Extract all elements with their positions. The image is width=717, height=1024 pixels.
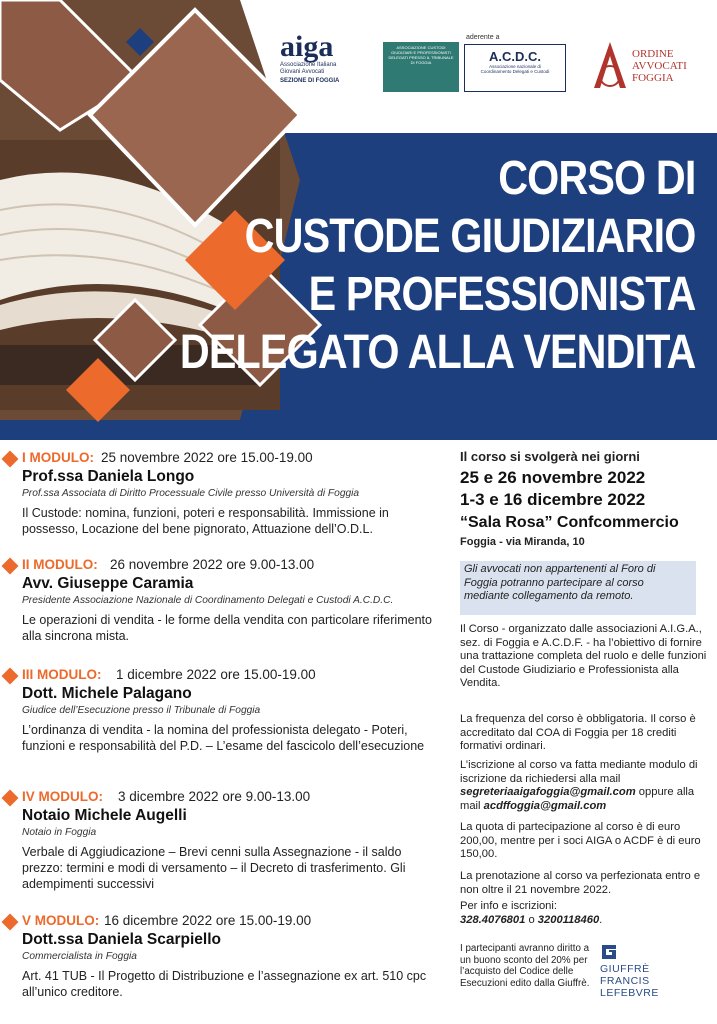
module-description: Le operazioni di vendita - le forme della vendita con particolare riferimento alla sincrona mista. <box>22 613 432 643</box>
schedule-dates-december: 1-3 e 16 dicembre 2022 <box>460 490 646 509</box>
module-label: IV MODULO: <box>22 789 103 804</box>
contact-paragraph: Per info e iscrizioni: 328.4076801 o 3200118460. <box>460 900 603 926</box>
module-label: II MODULO: <box>22 557 98 572</box>
module-speaker: Avv. Giuseppe Caramia <box>22 575 194 592</box>
remote-notice: Gli avvocati non appartenenti al Foro di Foggia potranno partecipare al corso mediante collegamento da remoto. <box>460 561 696 615</box>
module-description: L’ordinanza di vendita - la nomina del professionista delegato - Poteri, funzioni e responsabilità del P.D. – L’esame del fascicolo dell’esecuzione <box>22 723 425 753</box>
module-role: Commercialista in Foggia <box>22 951 137 962</box>
module-date: 1 dicembre 2022 ore 15.00-19.00 <box>116 667 316 682</box>
module-role: Presidente Associazione Nazionale di Coordinamento Delegati e Custodi A.C.D.C. <box>22 595 394 606</box>
orange-diamond-icon <box>2 451 19 468</box>
module-date: 26 novembre 2022 ore 9.00-13.00 <box>110 557 315 572</box>
module-role: Giudice dell’Esecuzione presso il Tribunale di Foggia <box>22 705 261 716</box>
module-label: III MODULO: <box>22 667 102 682</box>
module-date: 16 dicembre 2022 ore 15.00-19.00 <box>104 913 312 928</box>
course-title <box>179 150 695 382</box>
custodi-association-logo: ASSOCIAZIONE CUSTODI GIUDIZIARI E PROFESSIONISTI DELEGATI PRESSO IL TRIBUNALE DI FOGGIA <box>383 42 459 92</box>
module-speaker: Prof.ssa Daniela Longo <box>22 468 195 485</box>
poster-header <box>0 0 717 440</box>
module-date: 25 novembre 2022 ore 15.00-19.00 <box>101 450 313 465</box>
module-speaker: Notaio Michele Augelli <box>22 807 187 824</box>
title-line-4: DELEGATO ALLA VENDITA <box>179 326 695 379</box>
module-speaker: Dott.ssa Daniela Scarpiello <box>22 931 221 948</box>
frequency-paragraph: La frequenza del corso è obbligatoria. Il corso è accreditato dal COA di Foggia per 18 crediti formativi ordinari. <box>460 713 696 752</box>
module-description: Verbale di Aggiudicazione – Brevi cenni sulla Assegnazione - il saldo prezzo: termini e modi di versamento – il Decreto di trasferimento. Gli adempimenti successivi <box>22 845 406 891</box>
module-label: I MODULO: <box>22 450 94 465</box>
orange-diamond-icon <box>2 790 19 807</box>
discount-notice: I partecipanti avranno diritto a un buono sconto del 20% per l’acquisto del Codice delle Esecuzioni edito dalla Giuffrè. <box>460 943 590 989</box>
fee-paragraph: La quota di partecipazione al corso è di euro 200,00, mentre per i soci AIGA o ACDF è di euro 150,00. <box>460 821 701 860</box>
module-description: Il Custode: nomina, funzioni, poteri e responsabilità. Immissione in possesso, Locazione del bene pignorato, Attuazione dell’O.D.L. <box>22 506 389 536</box>
email-link-acdf[interactable]: acdffoggia@gmail.com <box>483 799 607 812</box>
booking-paragraph: La prenotazione al corso va perfezionata entro e non oltre il 21 novembre 2022. <box>460 870 701 896</box>
orange-diamond-icon <box>2 668 19 685</box>
title-line-3: E PROFESSIONISTA <box>308 268 695 321</box>
aderente-label: aderente a <box>466 34 500 41</box>
registration-paragraph: L’iscrizione al corso va fatta mediante modulo di iscrizione da richiedersi alla mail segreteriaaigafoggia@gmail.com oppure alla mail acdffoggia@gmail.com <box>460 759 698 812</box>
venue-address: Foggia - via Miranda, 10 <box>460 536 585 548</box>
orange-diamond-icon <box>2 914 19 931</box>
schedule-intro: Il corso si svolgerà nei giorni <box>460 449 640 464</box>
title-line-2: CUSTODE GIUDIZIARIO <box>244 210 695 263</box>
orange-diamond-icon <box>2 558 19 575</box>
module-date: 3 dicembre 2022 ore 9.00-13.00 <box>118 789 311 804</box>
module-role: Notaio in Foggia <box>22 827 97 838</box>
schedule-dates-november: 25 e 26 novembre 2022 <box>460 468 646 487</box>
giuffre-emblem-icon <box>600 943 618 961</box>
email-link-segreteria[interactable]: segreteriaaigafoggia@gmail.com <box>460 786 636 798</box>
organization-paragraph: Il Corso - organizzato dalle associazioni A.I.G.A., sez. di Foggia e A.C.D.F. - ha l’obiettivo di fornire una trattazione completa del ruolo e delle funzioni del Custode Giudiziario e Professionista alla Vendita. <box>460 623 707 689</box>
title-line-1: CORSO DI <box>497 152 695 205</box>
ordine-avvocati-logo: ORDINE AVVOCATI FOGGIA <box>590 40 706 90</box>
module-role: Prof.ssa Associata di Diritto Processuale Civile presso Università di Foggia <box>22 488 360 499</box>
acdc-logo: A.C.D.C. Associazione nazionale di Coordinamento Delegati e Custodi <box>464 44 566 92</box>
venue-name: “Sala Rosa” Confcommercio <box>460 514 679 531</box>
phone-1[interactable]: 328.4076801 <box>460 913 526 926</box>
ordine-emblem-icon <box>590 40 630 90</box>
module-description: Art. 41 TUB - Il Progetto di Distribuzione e l’assegnazione ex art. 510 cpc all’unico creditore. <box>22 969 427 999</box>
phone-2[interactable]: 3200118460 <box>537 913 600 926</box>
giuffre-logo: GIUFFRÈ FRANCIS LEFEBVRE <box>600 943 680 1003</box>
module-label: V MODULO: <box>22 913 100 928</box>
aiga-logo: aiga Associazione Italiana Giovani Avvocati SEZIONE DI FOGGIA <box>280 30 340 84</box>
module-speaker: Dott. Michele Palagano <box>22 685 192 702</box>
